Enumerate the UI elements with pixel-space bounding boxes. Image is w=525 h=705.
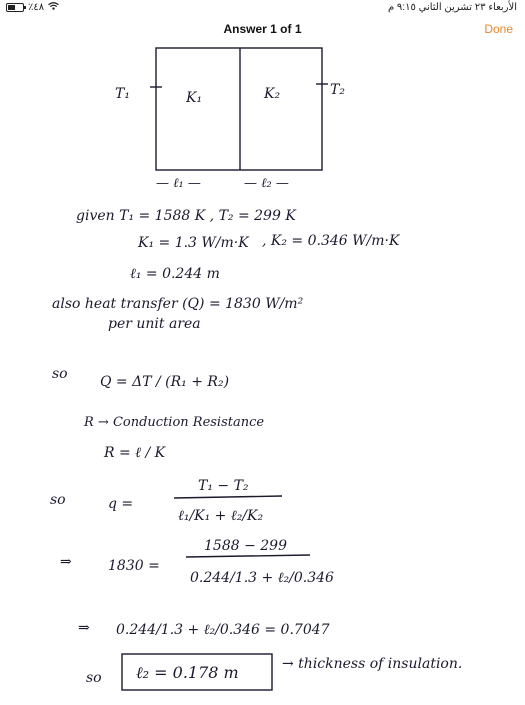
l2-dimension: — ℓ₂ — — [244, 176, 289, 191]
eq2-denominator: ℓ₁/K₁ + ℓ₂/K₂ — [178, 508, 264, 524]
t1-label: T₁ — [115, 86, 130, 102]
eq4: 0.244/1.3 + ℓ₂/0.346 = 0.7047 — [116, 622, 330, 638]
eq3-lhs: 1830 = — [108, 558, 160, 574]
composite-wall-diagram — [115, 48, 345, 191]
battery-icon — [6, 3, 24, 12]
wifi-icon — [48, 2, 59, 13]
implies-arrow-2: ⇒ — [78, 620, 90, 636]
l1-dimension: — ℓ₁ — — [156, 176, 201, 191]
given-k2: , K₂ = 0.346 W/m·K — [262, 233, 400, 249]
answer-annotation: → thickness of insulation. — [282, 656, 463, 672]
page-title: Answer 1 of 1 — [223, 22, 302, 36]
status-date: الأربعاء ٢٣ تشرين الثاني — [418, 2, 517, 13]
eq2-fraction-bar — [174, 496, 282, 498]
heat-transfer-note: per unit area — [108, 316, 201, 332]
eq3-denominator: 0.244/1.3 + ℓ₂/0.346 — [190, 570, 334, 586]
resistance-note: R → Conduction Resistance — [84, 415, 265, 430]
implies-arrow-1: ⇒ — [60, 554, 72, 570]
answer-sheet — [0, 42, 525, 700]
so-label-1: so — [52, 366, 68, 382]
handwritten-solution — [0, 42, 525, 700]
heat-flow-equation: Q = ΔT / (R₁ + R₂) — [100, 374, 230, 390]
given-l1: ℓ₁ = 0.244 m — [130, 266, 220, 282]
given-k1: K₁ = 1.3 W/m·K — [138, 235, 249, 251]
heat-transfer-line: also heat transfer (Q) = 1830 W/m² — [52, 296, 304, 312]
status-bar — [0, 0, 525, 16]
eq3-numerator: 1588 − 299 — [204, 538, 287, 554]
final-answer: ℓ₂ = 0.178 m — [136, 663, 239, 682]
eq2-lhs: q = — [108, 496, 134, 512]
resistance-definition: R = ℓ / K — [104, 445, 166, 461]
wall-outline — [156, 48, 322, 170]
eq3-fraction-bar — [186, 555, 310, 557]
nav-bar — [0, 16, 525, 42]
k2-label: K₂ — [264, 86, 281, 102]
so-label-2: so — [50, 492, 66, 508]
status-time: ٩:١٥ م — [387, 2, 416, 13]
battery-percent: ٪٤٨ — [28, 2, 45, 13]
status-datetime — [388, 2, 517, 13]
given-temperatures: given T₁ = 1588 K , T₂ = 299 K — [76, 208, 296, 224]
status-indicators — [6, 2, 59, 13]
so-label-3: so — [86, 670, 102, 686]
k1-label: K₁ — [186, 90, 203, 106]
t2-label: T₂ — [330, 82, 345, 98]
eq2-numerator: T₁ − T₂ — [198, 478, 249, 494]
done-button[interactable]: Done — [484, 22, 513, 36]
